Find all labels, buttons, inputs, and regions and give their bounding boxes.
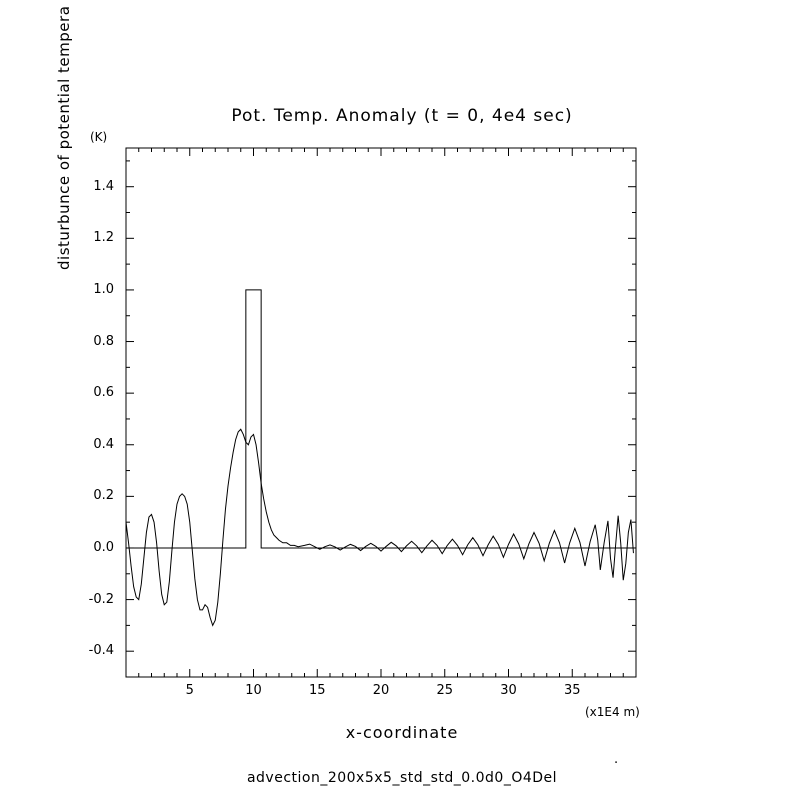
x-tick-label: 20 xyxy=(372,683,390,698)
footer-caption: advection_200x5x5_std_std_0.0d0_O4Del xyxy=(246,770,558,786)
x-tick-label: 30 xyxy=(500,683,517,698)
x-axis-unit-label: (x1E4 m) xyxy=(585,705,640,719)
y-tick-label: 1.4 xyxy=(93,178,114,194)
y-tick-label: 0.0 xyxy=(93,539,114,555)
series-reference-line xyxy=(126,290,633,548)
y-tick-label: -0.2 xyxy=(88,591,114,607)
x-tick-label: 15 xyxy=(308,683,326,698)
x-tick-label: 10 xyxy=(245,683,262,698)
y-axis-unit-label: (K) xyxy=(90,130,108,144)
y-tick-label: -0.4 xyxy=(88,643,114,659)
y-tick-label: 0.4 xyxy=(93,436,114,452)
y-tick-label: 1.2 xyxy=(93,230,114,246)
plot-frame xyxy=(126,148,636,677)
x-tick-label: 25 xyxy=(436,683,454,698)
y-tick-label: 0.8 xyxy=(93,333,114,349)
y-axis-label: disturbunce of potential tempera xyxy=(55,5,73,270)
y-tick-label: 0.6 xyxy=(93,385,114,401)
chart-title: Pot. Temp. Anomaly (t = 0, 4e4 sec) xyxy=(231,106,573,126)
y-tick-label: 0.2 xyxy=(93,488,114,504)
y-tick-label: 1.0 xyxy=(93,281,114,297)
x-tick-label: 5 xyxy=(185,683,194,698)
x-axis-label: x-coordinate xyxy=(345,723,459,742)
series-numerical-line xyxy=(126,429,633,625)
footer-dot: . xyxy=(614,752,619,767)
x-tick-label: 35 xyxy=(563,683,581,698)
